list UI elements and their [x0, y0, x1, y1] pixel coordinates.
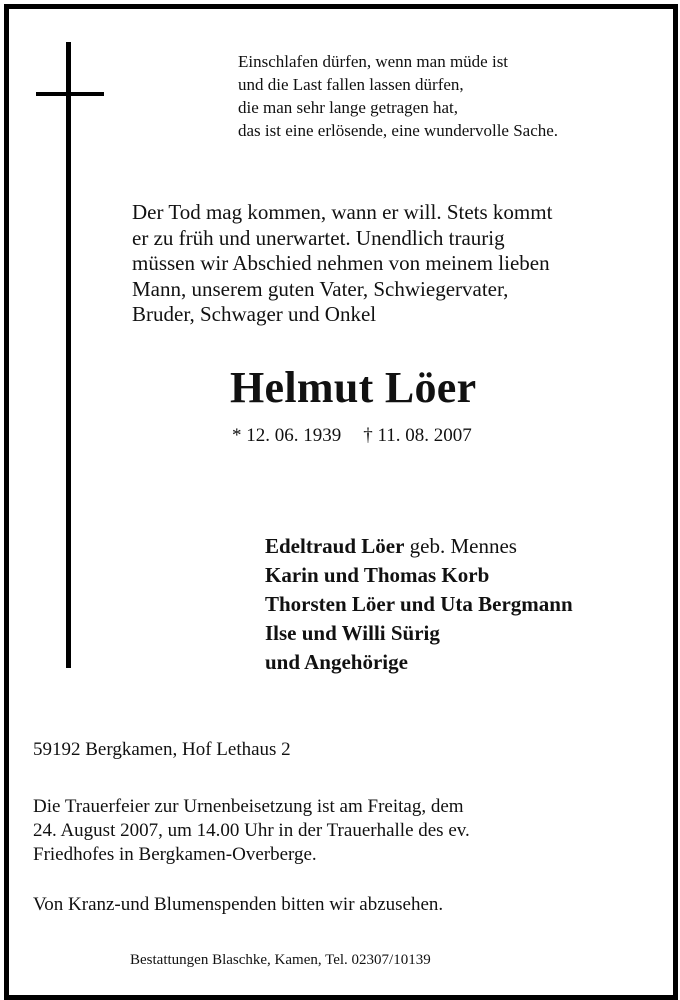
mourners-list [265, 532, 573, 677]
poem-line: Einschlafen dürfen, wenn man müde ist [238, 52, 509, 71]
poem-line: und die Last fallen lassen dürfen, [238, 75, 464, 94]
poem [238, 50, 558, 142]
ceremony-line: 24. August 2007, um 14.00 Uhr in der Trauerhalle des ev. [33, 820, 470, 841]
intro-line: Mann, unserem guten Vater, Schwiegervater, [132, 276, 509, 301]
mourner-name: Edeltraud Löer [265, 534, 405, 558]
maiden-name: geb. Mennes [404, 534, 517, 558]
death-date: † 11. 08. 2007 [363, 425, 472, 446]
ceremony-line: Die Trauerfeier zur Urnenbeisetzung ist am Freitag, dem [33, 796, 464, 817]
family-address: 59192 Bergkamen, Hof Lethaus 2 [33, 739, 291, 760]
cross-horizontal-bar [36, 92, 104, 96]
birth-date: * 12. 06. 1939 [232, 425, 342, 446]
mourner-line: Ilse und Willi Sürig [265, 621, 440, 645]
undertaker-info: Bestattungen Blaschke, Kamen, Tel. 02307/10139 [130, 952, 431, 968]
cross-vertical-bar [66, 42, 71, 668]
mourner-line [265, 532, 573, 561]
deceased-name: Helmut Löer [230, 363, 477, 412]
intro-text [132, 200, 552, 328]
mourner-line: Thorsten Löer und Uta Bergmann [265, 592, 573, 616]
poem-line: die man sehr lange getragen hat, [238, 98, 458, 117]
mourner-line: Karin und Thomas Korb [265, 563, 490, 587]
poem-line: das ist eine erlösende, eine wundervolle Sache. [238, 121, 559, 140]
intro-line: Bruder, Schwager und Onkel [132, 302, 377, 326]
flowers-note: Von Kranz-und Blumenspenden bitten wir abzusehen. [33, 894, 444, 915]
intro-line: müssen wir Abschied nehmen von meinem lieben [132, 251, 550, 275]
life-dates [232, 424, 472, 448]
ceremony-info [33, 795, 470, 867]
ceremony-line: Friedhofes in Bergkamen-Overberge. [33, 844, 317, 865]
intro-line: er zu früh und unerwartet. Unendlich traurig [132, 225, 505, 250]
intro-line: Der Tod mag kommen, wann er will. Stets kommt [132, 200, 553, 224]
mourner-line: und Angehörige [265, 650, 408, 674]
